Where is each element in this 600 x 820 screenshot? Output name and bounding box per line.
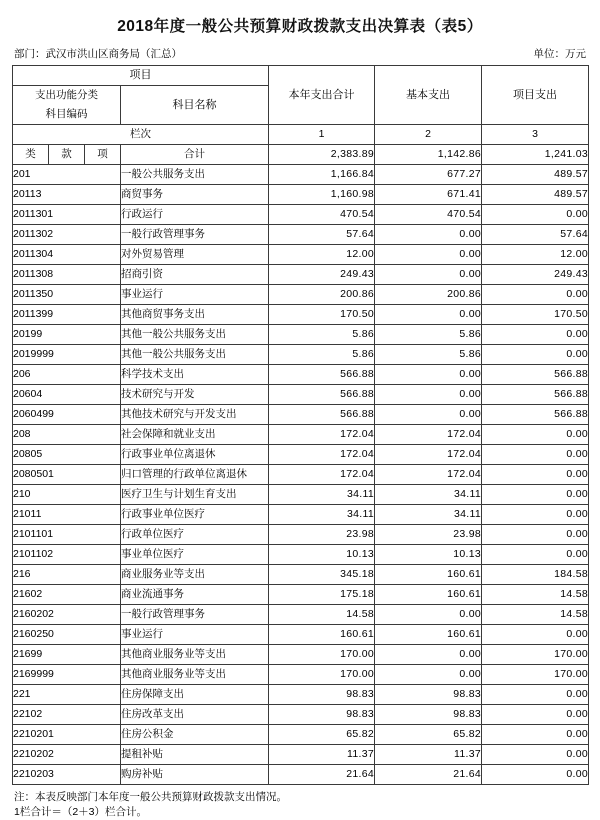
row-value-1: 172.04 bbox=[269, 465, 375, 485]
table-row bbox=[13, 625, 589, 645]
row-subject-name: 商贸事务 bbox=[121, 185, 269, 205]
row-value-3: 0.00 bbox=[482, 685, 589, 705]
row-value-3: 12.00 bbox=[482, 245, 589, 265]
row-value-3: 57.64 bbox=[482, 225, 589, 245]
row-value-3: 0.00 bbox=[482, 345, 589, 365]
row-value-2: 0.00 bbox=[375, 405, 482, 425]
row-value-1: 65.82 bbox=[269, 725, 375, 745]
row-value-2: 160.61 bbox=[375, 625, 482, 645]
table-row bbox=[13, 665, 589, 685]
row-value-2: 34.11 bbox=[375, 485, 482, 505]
row-value-3: 0.00 bbox=[482, 505, 589, 525]
total-row-value-1: 2,383.89 bbox=[269, 145, 375, 165]
subject-name-header: 科目名称 bbox=[121, 86, 269, 125]
table-header-row-lanci bbox=[13, 125, 589, 145]
row-value-2: 0.00 bbox=[375, 245, 482, 265]
row-value-3: 0.00 bbox=[482, 285, 589, 305]
row-value-3: 170.00 bbox=[482, 665, 589, 685]
table-row bbox=[13, 245, 589, 265]
row-value-1: 172.04 bbox=[269, 445, 375, 465]
column-header-total: 本年支出合计 bbox=[269, 66, 375, 125]
row-value-1: 57.64 bbox=[269, 225, 375, 245]
row-value-3: 0.00 bbox=[482, 205, 589, 225]
row-value-2: 11.37 bbox=[375, 745, 482, 765]
row-value-2: 34.11 bbox=[375, 505, 482, 525]
row-value-3: 0.00 bbox=[482, 745, 589, 765]
row-value-3: 489.57 bbox=[482, 165, 589, 185]
row-subject-name: 行政事业单位医疗 bbox=[121, 505, 269, 525]
row-value-3: 170.00 bbox=[482, 645, 589, 665]
row-value-3: 0.00 bbox=[482, 765, 589, 785]
table-row bbox=[13, 405, 589, 425]
row-value-1: 10.13 bbox=[269, 545, 375, 565]
row-value-1: 34.11 bbox=[269, 485, 375, 505]
row-value-2: 200.86 bbox=[375, 285, 482, 305]
row-value-2: 5.86 bbox=[375, 325, 482, 345]
row-value-1: 1,160.98 bbox=[269, 185, 375, 205]
row-code: 208 bbox=[13, 425, 121, 445]
column-header-basic: 基本支出 bbox=[375, 66, 482, 125]
row-subject-name: 科学技术支出 bbox=[121, 365, 269, 385]
row-value-1: 98.83 bbox=[269, 685, 375, 705]
row-code: 206 bbox=[13, 365, 121, 385]
table-row bbox=[13, 765, 589, 785]
table-row bbox=[13, 505, 589, 525]
row-code: 2011302 bbox=[13, 225, 121, 245]
row-value-1: 21.64 bbox=[269, 765, 375, 785]
row-value-3: 0.00 bbox=[482, 465, 589, 485]
lanci-number-3: 3 bbox=[482, 125, 589, 145]
row-code: 20805 bbox=[13, 445, 121, 465]
row-value-3: 0.00 bbox=[482, 445, 589, 465]
row-value-1: 98.83 bbox=[269, 705, 375, 725]
row-code: 2210201 bbox=[13, 725, 121, 745]
row-value-2: 0.00 bbox=[375, 365, 482, 385]
row-value-2: 671.41 bbox=[375, 185, 482, 205]
row-value-2: 172.04 bbox=[375, 425, 482, 445]
row-value-2: 0.00 bbox=[375, 645, 482, 665]
table-row bbox=[13, 345, 589, 365]
row-value-3: 184.58 bbox=[482, 565, 589, 585]
row-value-3: 0.00 bbox=[482, 485, 589, 505]
table-row bbox=[13, 685, 589, 705]
row-value-2: 470.54 bbox=[375, 205, 482, 225]
row-value-3: 249.43 bbox=[482, 265, 589, 285]
row-value-1: 5.86 bbox=[269, 345, 375, 365]
table-header-row-code-sub bbox=[13, 145, 589, 165]
table-row bbox=[13, 745, 589, 765]
row-subject-name: 其他技术研究与开发支出 bbox=[121, 405, 269, 425]
lanci-number-2: 2 bbox=[375, 125, 482, 145]
table-row bbox=[13, 165, 589, 185]
row-value-2: 0.00 bbox=[375, 305, 482, 325]
row-value-1: 14.58 bbox=[269, 605, 375, 625]
table-row bbox=[13, 265, 589, 285]
total-row-label: 合计 bbox=[121, 145, 269, 165]
row-value-3: 0.00 bbox=[482, 725, 589, 745]
row-code: 2101102 bbox=[13, 545, 121, 565]
row-value-3: 170.50 bbox=[482, 305, 589, 325]
row-code: 2210203 bbox=[13, 765, 121, 785]
department-label: 部门：武汉市洪山区商务局（汇总） bbox=[14, 48, 182, 60]
note-line-2: 1栏合计＝（2＋3）栏合计。 bbox=[14, 806, 148, 818]
row-value-1: 12.00 bbox=[269, 245, 375, 265]
row-value-1: 200.86 bbox=[269, 285, 375, 305]
row-value-3: 0.00 bbox=[482, 545, 589, 565]
row-subject-name: 事业运行 bbox=[121, 625, 269, 645]
row-value-3: 0.00 bbox=[482, 325, 589, 345]
row-value-3: 0.00 bbox=[482, 525, 589, 545]
row-subject-name: 行政运行 bbox=[121, 205, 269, 225]
note-line-1: 注：本表反映部门本年度一般公共预算财政拨款支出情况。 bbox=[14, 791, 287, 803]
code-sub-xiang: 项 bbox=[85, 145, 121, 165]
row-value-1: 23.98 bbox=[269, 525, 375, 545]
row-code: 21602 bbox=[13, 585, 121, 605]
row-subject-name: 住房改革支出 bbox=[121, 705, 269, 725]
row-value-1: 345.18 bbox=[269, 565, 375, 585]
row-value-3: 14.58 bbox=[482, 585, 589, 605]
row-code: 2169999 bbox=[13, 665, 121, 685]
row-value-2: 0.00 bbox=[375, 225, 482, 245]
table-row bbox=[13, 325, 589, 345]
row-code: 2101101 bbox=[13, 525, 121, 545]
row-code: 20604 bbox=[13, 385, 121, 405]
table-row bbox=[13, 605, 589, 625]
meta-row bbox=[12, 46, 588, 65]
row-code: 21011 bbox=[13, 505, 121, 525]
row-value-1: 34.11 bbox=[269, 505, 375, 525]
column-header-project: 项目支出 bbox=[482, 66, 589, 125]
row-value-2: 0.00 bbox=[375, 665, 482, 685]
table-row bbox=[13, 525, 589, 545]
row-code: 2210202 bbox=[13, 745, 121, 765]
row-value-2: 172.04 bbox=[375, 445, 482, 465]
table-row bbox=[13, 285, 589, 305]
row-subject-name: 事业单位医疗 bbox=[121, 545, 269, 565]
row-code: 20199 bbox=[13, 325, 121, 345]
row-value-1: 5.86 bbox=[269, 325, 375, 345]
table-row bbox=[13, 645, 589, 665]
row-value-1: 170.00 bbox=[269, 645, 375, 665]
table-row bbox=[13, 225, 589, 245]
row-value-2: 98.83 bbox=[375, 685, 482, 705]
table-row bbox=[13, 485, 589, 505]
row-subject-name: 其他一般公共服务支出 bbox=[121, 325, 269, 345]
row-value-1: 172.04 bbox=[269, 425, 375, 445]
row-value-1: 160.61 bbox=[269, 625, 375, 645]
table-row bbox=[13, 445, 589, 465]
row-value-1: 11.37 bbox=[269, 745, 375, 765]
row-code: 201 bbox=[13, 165, 121, 185]
row-code: 2019999 bbox=[13, 345, 121, 365]
row-value-2: 160.61 bbox=[375, 585, 482, 605]
row-code: 22102 bbox=[13, 705, 121, 725]
row-subject-name: 医疗卫生与计划生育支出 bbox=[121, 485, 269, 505]
row-value-1: 175.18 bbox=[269, 585, 375, 605]
table-row bbox=[13, 705, 589, 725]
row-value-2: 677.27 bbox=[375, 165, 482, 185]
row-value-2: 23.98 bbox=[375, 525, 482, 545]
row-subject-name: 归口管理的行政单位离退休 bbox=[121, 465, 269, 485]
row-subject-name: 一般行政管理事务 bbox=[121, 605, 269, 625]
budget-expenditure-table bbox=[12, 65, 589, 785]
row-value-2: 0.00 bbox=[375, 605, 482, 625]
table-row bbox=[13, 585, 589, 605]
row-value-1: 1,166.84 bbox=[269, 165, 375, 185]
row-value-1: 170.00 bbox=[269, 665, 375, 685]
row-subject-name: 商业服务业等支出 bbox=[121, 565, 269, 585]
row-code: 2060499 bbox=[13, 405, 121, 425]
row-code: 21699 bbox=[13, 645, 121, 665]
row-code: 2011308 bbox=[13, 265, 121, 285]
row-value-1: 566.88 bbox=[269, 405, 375, 425]
row-value-3: 0.00 bbox=[482, 705, 589, 725]
table-row bbox=[13, 385, 589, 405]
row-code: 20113 bbox=[13, 185, 121, 205]
row-subject-name: 事业运行 bbox=[121, 285, 269, 305]
row-subject-name: 其他商业服务业等支出 bbox=[121, 665, 269, 685]
lanci-label: 栏次 bbox=[13, 125, 269, 145]
row-subject-name: 购房补贴 bbox=[121, 765, 269, 785]
page-title: 2018年度一般公共预算财政拨款支出决算表（表5） bbox=[117, 18, 483, 35]
row-code: 2080501 bbox=[13, 465, 121, 485]
row-value-3: 566.88 bbox=[482, 405, 589, 425]
table-row bbox=[13, 565, 589, 585]
row-subject-name: 对外贸易管理 bbox=[121, 245, 269, 265]
row-subject-name: 一般公共服务支出 bbox=[121, 165, 269, 185]
row-code: 2160202 bbox=[13, 605, 121, 625]
row-code: 210 bbox=[13, 485, 121, 505]
table-row bbox=[13, 725, 589, 745]
row-value-3: 566.88 bbox=[482, 385, 589, 405]
row-subject-name: 行政单位医疗 bbox=[121, 525, 269, 545]
row-value-2: 0.00 bbox=[375, 385, 482, 405]
row-subject-name: 住房保障支出 bbox=[121, 685, 269, 705]
row-value-1: 470.54 bbox=[269, 205, 375, 225]
row-value-3: 0.00 bbox=[482, 625, 589, 645]
row-value-2: 0.00 bbox=[375, 265, 482, 285]
row-value-2: 65.82 bbox=[375, 725, 482, 745]
row-code: 2011304 bbox=[13, 245, 121, 265]
row-code: 2011399 bbox=[13, 305, 121, 325]
table-row bbox=[13, 425, 589, 445]
project-group-header: 项目 bbox=[13, 66, 269, 86]
table-row bbox=[13, 365, 589, 385]
table-row bbox=[13, 205, 589, 225]
row-subject-name: 技术研究与开发 bbox=[121, 385, 269, 405]
row-value-1: 566.88 bbox=[269, 385, 375, 405]
row-code: 2011350 bbox=[13, 285, 121, 305]
row-subject-name: 招商引资 bbox=[121, 265, 269, 285]
row-code: 2011301 bbox=[13, 205, 121, 225]
row-value-3: 0.00 bbox=[482, 425, 589, 445]
row-value-3: 489.57 bbox=[482, 185, 589, 205]
row-value-3: 566.88 bbox=[482, 365, 589, 385]
row-value-3: 14.58 bbox=[482, 605, 589, 625]
table-row bbox=[13, 305, 589, 325]
row-value-1: 566.88 bbox=[269, 365, 375, 385]
total-row-value-3: 1,241.03 bbox=[482, 145, 589, 165]
row-subject-name: 其他一般公共服务支出 bbox=[121, 345, 269, 365]
row-code: 216 bbox=[13, 565, 121, 585]
row-subject-name: 商业流通事务 bbox=[121, 585, 269, 605]
row-subject-name: 提租补贴 bbox=[121, 745, 269, 765]
table-row bbox=[13, 465, 589, 485]
code-sub-kuan: 款 bbox=[49, 145, 85, 165]
row-code: 221 bbox=[13, 685, 121, 705]
code-sub-lei: 类 bbox=[13, 145, 49, 165]
row-subject-name: 行政事业单位离退休 bbox=[121, 445, 269, 465]
row-subject-name: 社会保障和就业支出 bbox=[121, 425, 269, 445]
row-code: 2160250 bbox=[13, 625, 121, 645]
table-header-row-project bbox=[13, 66, 589, 86]
row-subject-name: 住房公积金 bbox=[121, 725, 269, 745]
total-row-value-2: 1,142.86 bbox=[375, 145, 482, 165]
row-value-2: 21.64 bbox=[375, 765, 482, 785]
footer-notes bbox=[12, 785, 588, 820]
row-subject-name: 其他商业服务业等支出 bbox=[121, 645, 269, 665]
row-value-1: 170.50 bbox=[269, 305, 375, 325]
table-row bbox=[13, 185, 589, 205]
lanci-number-1: 1 bbox=[269, 125, 375, 145]
unit-label: 单位：万元 bbox=[533, 48, 586, 60]
table-row bbox=[13, 545, 589, 565]
row-value-2: 160.61 bbox=[375, 565, 482, 585]
row-value-2: 98.83 bbox=[375, 705, 482, 725]
row-value-2: 10.13 bbox=[375, 545, 482, 565]
row-subject-name: 其他商贸事务支出 bbox=[121, 305, 269, 325]
code-group-header: 支出功能分类 科目编码 bbox=[13, 86, 121, 125]
row-value-2: 172.04 bbox=[375, 465, 482, 485]
row-value-1: 249.43 bbox=[269, 265, 375, 285]
row-subject-name: 一般行政管理事务 bbox=[121, 225, 269, 245]
row-value-2: 5.86 bbox=[375, 345, 482, 365]
